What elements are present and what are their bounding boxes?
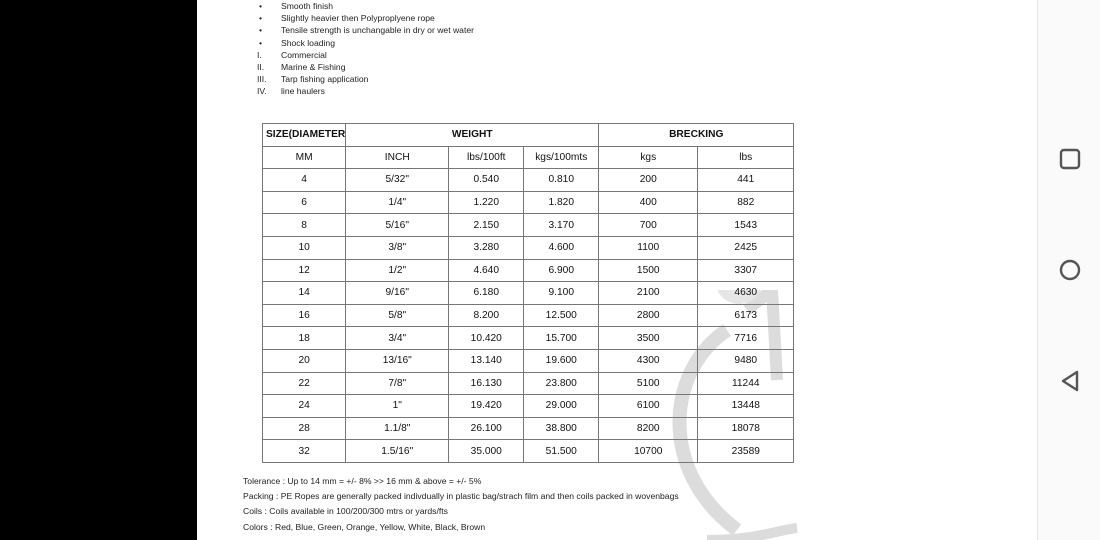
list-marker: • [259,25,263,36]
list-marker: I. [257,49,262,60]
cell-kgs: 10700 [599,440,698,463]
cell-kgs-100mts: 38.800 [524,417,599,440]
cell-kgs-100mts: 19.600 [524,349,599,372]
cell-kgs: 4300 [599,349,698,372]
cell-mm: 18 [263,327,346,350]
list-marker: • [259,37,263,48]
table-row [263,191,794,214]
cell-lbs: 13448 [698,395,794,418]
cell-kgs: 8200 [599,417,698,440]
cell-lbs: 3307 [698,259,794,282]
cell-kgs: 6100 [599,395,698,418]
cell-lbs-100ft: 3.280 [449,236,524,259]
cell-mm: 4 [263,169,346,192]
cell-inch: 1.1/8" [346,417,449,440]
list-marker: III. [257,74,267,85]
cell-kgs-100mts: 29.000 [524,395,599,418]
cell-mm: 6 [263,191,346,214]
note-line: Colors : Red, Blue, Green, Orange, Yellow, White, Black, Brown [243,521,486,532]
list-item-text: Smooth finish [281,1,334,11]
breaking-header: BRECKING [599,124,794,147]
cell-inch: 5/32" [346,169,449,192]
table-row [263,349,794,372]
cell-lbs-100ft: 16.130 [449,372,524,395]
cell-kgs-100mts: 9.100 [524,282,599,305]
cell-mm: 32 [263,440,346,463]
cell-lbs: 11244 [698,372,794,395]
list-item [257,12,474,24]
table-row [263,304,794,327]
cell-kgs: 1100 [599,236,698,259]
column-header-kgs-100mts: kgs/100mts [524,146,599,169]
cell-kgs: 3500 [599,327,698,350]
table-row [263,395,794,418]
table-row [263,214,794,237]
cell-kgs: 2800 [599,304,698,327]
android-nav-bar [1037,0,1100,540]
cell-kgs: 400 [599,191,698,214]
cell-kgs-100mts: 1.820 [524,191,599,214]
table-row [263,282,794,305]
list-item-text: Tensile strength is unchangable in dry or wet water [281,25,474,36]
list-item [257,24,474,36]
triangle-back-icon [1058,369,1082,393]
cell-lbs: 18078 [698,417,794,440]
table-row [263,259,794,282]
square-icon [1058,147,1082,171]
list-item [257,37,474,49]
recents-button[interactable] [1058,147,1082,171]
column-header-inch: INCH [346,146,449,169]
cell-lbs-100ft: 2.150 [449,214,524,237]
document-page [197,0,1037,540]
spec-table [262,123,794,463]
cell-kgs-100mts: 51.500 [524,440,599,463]
cell-lbs-100ft: 35.000 [449,440,524,463]
cell-mm: 16 [263,304,346,327]
cell-inch: 1.5/16" [346,440,449,463]
home-button[interactable] [1058,258,1082,282]
cell-kgs-100mts: 12.500 [524,304,599,327]
list-item [257,61,474,73]
cell-lbs: 882 [698,191,794,214]
cell-inch: 9/16" [346,282,449,305]
cell-kgs-100mts: 4.600 [524,236,599,259]
cell-inch: 3/8" [346,236,449,259]
cell-inch: 5/8" [346,304,449,327]
table-row [263,440,794,463]
column-header-mm: MM [263,146,346,169]
cell-inch: 1/2" [346,259,449,282]
cell-lbs-100ft: 10.420 [449,327,524,350]
list-item-text: Slightly heavier then Polyproplyene rope [281,13,435,24]
cell-lbs: 7716 [698,327,794,350]
cell-lbs-100ft: 4.640 [449,259,524,282]
cell-lbs-100ft: 26.100 [449,417,524,440]
feature-list [257,0,474,98]
list-item-text: Marine & Fishing [281,62,346,73]
cell-kgs-100mts: 3.170 [524,214,599,237]
table-row [263,417,794,440]
column-header-lbs: lbs [698,146,794,169]
list-marker: IV. [257,86,267,97]
list-marker: II. [257,62,265,73]
cell-mm: 14 [263,282,346,305]
weight-header: WEIGHT [346,124,599,147]
cell-kgs: 200 [599,169,698,192]
table-row [263,169,794,192]
table-row [263,236,794,259]
cell-lbs-100ft: 6.180 [449,282,524,305]
cell-mm: 28 [263,417,346,440]
cell-mm: 24 [263,395,346,418]
list-item-text: Commercial [281,49,327,60]
cell-kgs: 2100 [599,282,698,305]
cell-lbs-100ft: 1.220 [449,191,524,214]
cell-lbs: 441 [698,169,794,192]
cell-mm: 8 [263,214,346,237]
table-column-header-row [263,146,794,169]
cell-mm: 20 [263,349,346,372]
cell-inch: 3/4" [346,327,449,350]
list-item [257,85,474,97]
cell-inch: 7/8" [346,372,449,395]
note-line: Coils : Coils available in 100/200/300 mtrs or yards/fts [243,506,448,517]
cell-lbs-100ft: 19.420 [449,395,524,418]
cell-inch: 13/16" [346,349,449,372]
list-item [257,49,474,61]
column-header-kgs: kgs [599,146,698,169]
list-item-text: Tarp fishing application [281,74,369,85]
cell-inch: 1/4" [346,191,449,214]
notes-section [243,474,679,535]
cell-lbs: 1543 [698,214,794,237]
list-item [257,0,474,12]
list-item [257,73,474,85]
cell-kgs: 1500 [599,259,698,282]
cell-lbs: 2425 [698,236,794,259]
cell-inch: 1" [346,395,449,418]
cell-mm: 12 [263,259,346,282]
circle-icon [1058,258,1082,282]
column-header-lbs-100ft: lbs/100ft [449,146,524,169]
cell-mm: 22 [263,372,346,395]
cell-kgs-100mts: 6.900 [524,259,599,282]
cell-kgs-100mts: 0.810 [524,169,599,192]
back-button[interactable] [1058,369,1082,393]
cell-mm: 10 [263,236,346,259]
table-group-header-row [263,124,794,147]
cell-lbs: 23589 [698,440,794,463]
cell-kgs: 700 [599,214,698,237]
cell-inch: 5/16" [346,214,449,237]
cell-lbs-100ft: 8.200 [449,304,524,327]
cell-lbs-100ft: 0.540 [449,169,524,192]
cell-lbs: 4630 [698,282,794,305]
table-row [263,372,794,395]
list-marker: • [259,1,263,11]
size-header: SIZE(DIAMETER [263,124,346,147]
note-line: Packing : PE Ropes are generally packed indivdually in plastic bag/strach film and then coils packed in wovenbags [243,491,679,502]
list-marker: • [259,13,263,24]
cell-kgs: 5100 [599,372,698,395]
cell-kgs-100mts: 23.800 [524,372,599,395]
list-item-text: Shock loading [281,37,335,48]
cell-kgs-100mts: 15.700 [524,327,599,350]
note-line: Tolerance : Up to 14 mm = +/- 8% >> 16 mm & above = +/- 5% [243,476,482,486]
cell-lbs: 6173 [698,304,794,327]
list-item-text: line haulers [281,86,325,97]
cell-lbs: 9480 [698,349,794,372]
cell-lbs-100ft: 13.140 [449,349,524,372]
table-row [263,327,794,350]
